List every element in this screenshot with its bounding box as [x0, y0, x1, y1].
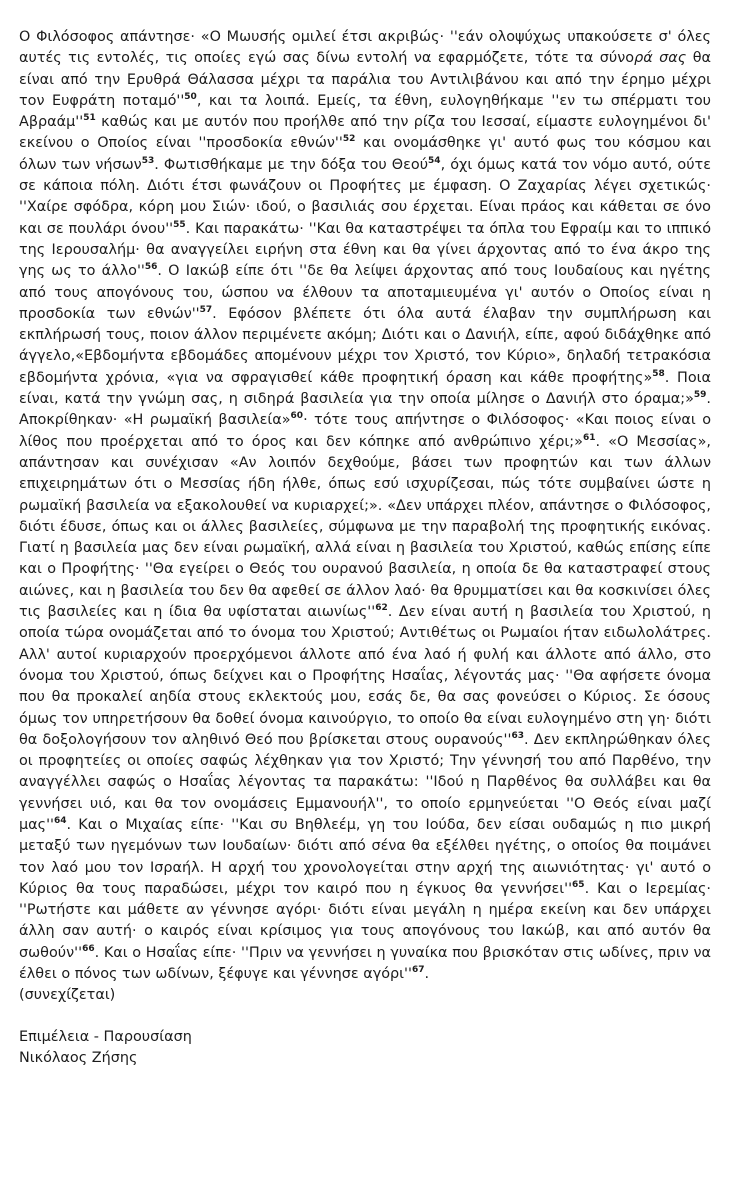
footnote-marker: 60 — [290, 411, 304, 422]
text-run: . Αποκρίθηκαν· «Η ρωμαϊκή βασιλεία» — [19, 391, 711, 429]
footnote-marker: 50 — [184, 92, 197, 103]
italic-text: ρά σας — [634, 50, 687, 67]
footnote-marker: 67 — [411, 965, 425, 976]
text-run: . Δεν εκπληρώθηκαν όλες οι προφητείες οι οποίες σαφώς λέχθηκαν για τον Χριστό; Την γέννησή του από Παρθένο, την αναγγέλλει σαφώς ο Ησαΐας λέγοντας τα παρακάτω: ''Ιδού η Παρθένος θα συλλάβει και θα γεννήσει υιό, και θα τον ονομάσεις Εμμανουήλ'', το οποίο ερμηνεύεται ''Ο Θεός είναι μαζί μας'' — [19, 731, 712, 833]
text-run: . «Ο Μεσσίας», απάντησαν και συνέχισαν «Αν λοιπόν δεχθούμε, βάσει των προφητών και των άλλων επιχειρημάτων ότι ο Μεσσίας ήδη ήλθε, όπως εσύ ισχυρίζεσαι, πώς τότε συμβαίνει ώστε η ρωμαϊκή βασιλεία να εξακολουθεί να κυριαρχεί;». «Δεν υπάρχει πλέον, απάντησε ο Φιλόσοφος, διότι έδυσε, όπως και οι άλλες βασιλείες, σύμφωνα με την παραβολή της προφητικής εικόνας. Γιατί η βασιλεία μας δεν είναι ρωμαϊκή, αλλά είναι η βασιλεία του Χριστού, καθώς επίσης είπε και ο Προφήτης· ''Θα εγείρει ο Θεός του ουρανού βασιλεία, η οποία δε θα καταστραφεί στους αιώνες, και η βασιλεία του δεν θα αφεθεί σε άλλον λαό· θα θρυμματίσει και θα κοσκινίσει όλες τις βασιλείες και η ίδια θα υφίσταται αιωνίως'' — [19, 433, 711, 621]
text-run: και ονομάσθηκε γι' αυτό φως του κόσμου και όλων των νήσων — [19, 135, 712, 173]
footnote-marker: 61 — [582, 432, 596, 443]
credits — [19, 1027, 711, 1070]
text-run: . Ο Ιακώβ είπε ότι ''δε θα λείψει άρχοντας από τους Ιουδαίους και ηγέτης από τους απογόνους του, ώσπου να έλθουν τα αποταμιευμένα γι' αυτόν ο Οποίος είναι η προσδοκία των εθνών'' — [19, 263, 711, 322]
text-run: . Ποια είναι, κατά την γνώμη σας, η σιδηρά βασιλεία για την οποία μίλησε ο Δανιήλ στο όραμα;» — [19, 369, 711, 408]
footnote-marker: 64 — [54, 816, 67, 827]
text-run: . Φωτισθήκαμε με την δόξα του Θεού — [154, 156, 429, 173]
footnote-marker: 65 — [572, 880, 585, 891]
text-run: θα είναι από την Ερυθρά Θάλασσα μέχρι τα παράλια του Αντιλιβάνου και από την έρημο μέχρι τον Ευφράτη ποταμό'' — [19, 50, 711, 109]
text-run: · τότε τους απήντησε ο Φιλόσοφος· «Και ποιος είναι ο λίθος που προέρχεται από το όρος και δεν κόπηκε από ανθρώπινο χέρι;» — [19, 412, 711, 450]
footnote-marker: 55 — [173, 219, 186, 230]
footnote-marker: 66 — [82, 943, 95, 954]
footnote-marker: 54 — [428, 155, 441, 166]
text-run: , όχι όμως κατά τον νόμο αυτό, ούτε σε κάποια πόλη. Διότι έτσι φωνάζουν οι Προφήτες με έμφαση. Ο Ζαχαρίας λέγει σχετικώς· ''Χαίρε σφόδρα, κόρη μου Σιών· ιδού, ο βασιλιάς σου έρχεται. Είναι πράος και κάθεται σε όνο και σε πουλάρι όνου'' — [19, 156, 711, 237]
footnote-marker: 56 — [144, 262, 158, 273]
footnote-marker: 51 — [83, 113, 96, 124]
continued-note: (συνεχίζεται) — [19, 987, 116, 1004]
text-run: . Δεν είναι αυτή η βασιλεία του Χριστού, η οποία τώρα ονομάζεται από το όνομα του Χριστού; Αντιθέτως οι Ρωμαίοι ήταν ειδωλολάτρες. Αλλ' αυτοί κυριαρχούν προερχόμενοι άλλοτε από ένα λαό ή φυλή και άλλοτε από άλλο, στο όνομα του Χριστού, όπως δείχνει και ο Προφήτης Ησαΐας, λέγοντάς μας· ''Θα αφήσετε όνομα που θα προκαλεί αηδία στους εκλεκτούς μου, εσάς δε, θα σας φονεύσει ο Κύριος. Σε όσους όμως τον υπηρετήσουν θα δοθεί όνομα καινούργιο, το οποίο θα είναι ευλογημένο στη γη· διότι θα δοξολογήσουν τον αληθινό Θεό που βρίσκεται στους ουρανούς'' — [19, 604, 712, 748]
text-run: . — [424, 966, 430, 983]
footnote-marker: 52 — [342, 134, 356, 145]
credits-author: Νικόλαος Ζήσης — [19, 1049, 138, 1066]
text-run: καθώς και με αυτόν που προήλθε από την ρίζα του Ιεσσαί, είμαστε ευλογημένοι δι' εκείνου ο Οποίος είναι ''προσδοκία εθνών'' — [19, 114, 711, 152]
credits-role: Επιμέλεια - Παρουσίαση — [19, 1028, 192, 1045]
article-text — [19, 27, 711, 985]
text-run: . Και ο Ιερεμίας· ''Ρωτήστε και μάθετε αν γέννησε αγόρι· διότι είναι μεγάλη η ημέρα εκείνη και δεν υπάρχει άλλη σαν αυτή· ο καιρός είναι κρίσιμος για τους απογόνους του Ιακώβ, και από αυτόν θα σωθούν'' — [19, 880, 711, 961]
text-run: . Εφόσον βλέπετε ότι όλα αυτά έλαβαν την συμπλήρωση και εκπλήρωσή τους, ποιον άλλον περιμένετε ακόμη; Διότι και ο Δανιήλ, είπε, αφού διδάχθηκε από άγγελο,«Εβδομήντα εβδομάδες απομένουν μέχρι τον Χριστό, τον Κύριο», δηλαδή τετρακόσια εβδομήντα χρόνια, «για να σφραγισθεί κάθε προφητική όραση και κάθε προφήτης» — [19, 305, 711, 386]
footnote-marker: 59 — [693, 390, 707, 401]
footnote-marker: 57 — [199, 305, 213, 316]
footnote-marker: 62 — [375, 603, 388, 614]
footnote-marker: 53 — [141, 155, 155, 166]
footnote-marker: 58 — [652, 368, 665, 379]
text-run: , και τα λοιπά. Εμείς, τα έθνη, ευλογηθήκαμε ''εν τω σπέρματι του Αβραάμ'' — [19, 92, 711, 131]
text-run: . Και ο Μιχαίας είπε· ''Και συ Βηθλεέμ, γη του Ιούδα, δεν είσαι ουδαμώς η πιο μικρή μεταξύ των ηγεμόνων των Ιουδαίων· διότι από σένα θα εξέλθει ηγέτης, ο οποίος θα ποιμάνει τον λαό μου τον Ισραήλ. Η αρχή του χρονολογείται στην αρχή της αιωνιότητας· γι' αυτό ο Κύριος θα τους παραδώσει, μέχρι τον καιρό που η έγκυος θα γεννήσει'' — [19, 816, 711, 897]
text-run: Ο Φιλόσοφος απάντησε· «Ο Μωυσής ομιλεί έτσι ακριβώς· ''εάν ολοψύχως υπακούσετε σ' όλες αυτές τις εντολές, τις οποίες εγώ σας δίνω εντολή να εφαρμόζετε, τότε τα σύνο — [19, 29, 711, 67]
footnote-marker: 63 — [511, 731, 525, 741]
text-run: . Και ο Ησαΐας είπε· ''Πριν να γεννήσει η γυναίκα που βρισκόταν στις ωδίνες, πριν να έλθει ο πόνος των ωδίνων, ξέφυγε και γέννησε αγόρι'' — [19, 944, 711, 983]
text-run: . Και παρακάτω· ''Και θα καταστρέψει τα όπλα του Εφραίμ και το ιππικό της Ιερουσαλήμ· θα αναγγείλει ειρήνη στα έθνη και θα γίνει άρχοντας από το ένα άκρο της γης ως το άλλο'' — [19, 220, 711, 280]
